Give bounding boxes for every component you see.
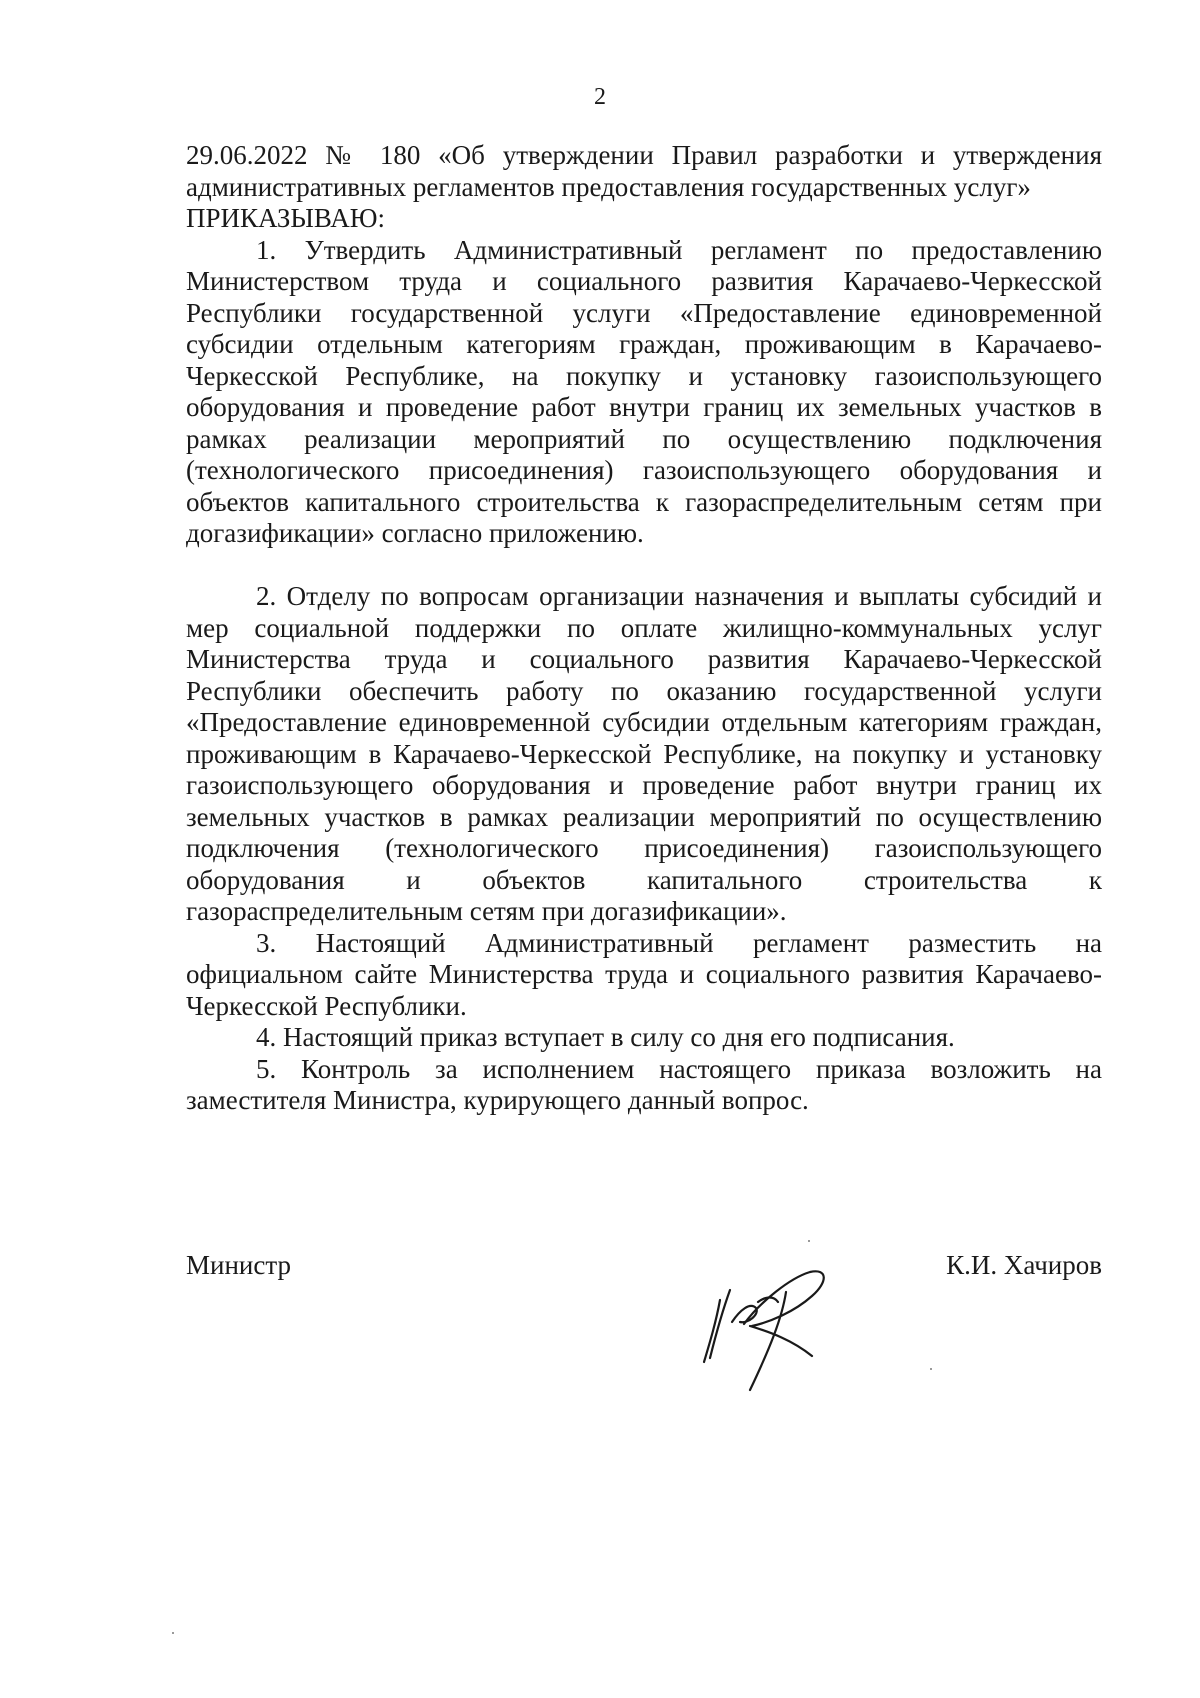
scan-speck bbox=[808, 1240, 810, 1242]
order-item-5: 5. Контроль за исполнением настоящего приказа возложить на заместителя Министра, курирующего данный вопрос. bbox=[186, 1053, 1102, 1115]
order-item-2: 2. Отделу по вопросам организации назначения и выплаты субсидий и мер социальной поддержки по оплате жилищно-коммунальных услуг Министерства труда и социального развития Карачаево-Черкесской Республики обеспечить работу по оказанию государственной услуги «Предоставление единовременной субсидии отдельным категориям граждан, проживающим в Карачаево-Черкесской Республике, на покупку и установку газоиспользующего оборудования и проведение работ внутри границ их земельных участков в рамках реализации мероприятий по осуществлению подключения (технологического присоединения) газоиспользующего оборудования и объектов капитального строительства к газораспределительным сетям при догазификации». bbox=[186, 581, 1102, 926]
order-item-3: 3. Настоящий Административный регламент разместить на официальном сайте Министерства труда и социального развития Карачаево-Черкесской Республики. bbox=[186, 927, 1102, 1021]
signature-block bbox=[186, 1250, 1102, 1290]
order-item-1: 1. Утвердить Административный регламент по предоставлению Министерством труда и социального развития Карачаево-Черкесской Республики государственной услуги «Предоставление единовременной субсидии отдельным категориям граждан, проживающим в Карачаево-Черкесской Республике, на покупку и установку газоиспользующего оборудования и проведение работ внутри границ их земельных участков в рамках реализации мероприятий по осуществлению подключения (технологического присоединения) газоиспользующего оборудования и объектов капитального строительства к газораспределительным сетям при догазификации» согласно приложению. bbox=[186, 234, 1102, 548]
handwritten-signature bbox=[700, 1262, 840, 1392]
signatory-title: Министр bbox=[186, 1250, 291, 1280]
order-item-4: 4. Настоящий приказ вступает в силу со дня его подписания. bbox=[256, 1022, 955, 1052]
scan-speck bbox=[930, 1368, 932, 1370]
document-body bbox=[186, 140, 1102, 1117]
page-number: 2 bbox=[594, 84, 606, 110]
intro-paragraph: 29.06.2022 № 180 «Об утверждении Правил разработки и утверждения административных регламентов предоставления государственных услуг» bbox=[186, 140, 1102, 202]
scan-speck bbox=[172, 1632, 174, 1634]
signatory-name: К.И. Хачиров bbox=[946, 1250, 1102, 1280]
order-heading: ПРИКАЗЫВАЮ: bbox=[186, 203, 385, 233]
paragraph-gap bbox=[186, 550, 1102, 582]
